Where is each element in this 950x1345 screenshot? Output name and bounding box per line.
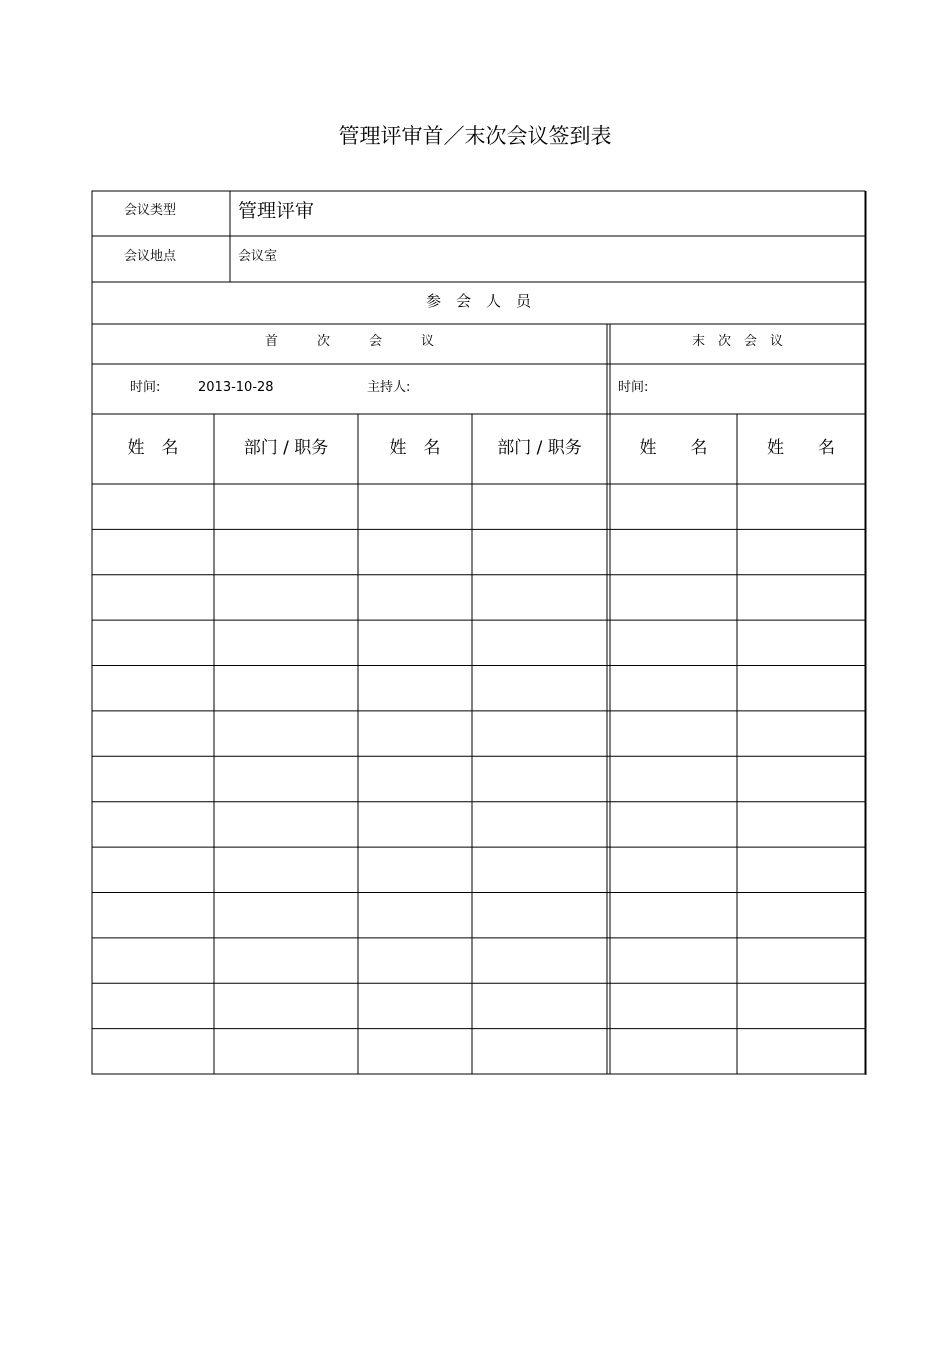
signature-cell[interactable] bbox=[473, 712, 606, 755]
signature-cell[interactable] bbox=[611, 984, 736, 1027]
signature-cell[interactable] bbox=[473, 803, 606, 846]
signature-cell[interactable] bbox=[611, 530, 736, 573]
signature-cell[interactable] bbox=[611, 803, 736, 846]
signature-cell[interactable] bbox=[738, 893, 864, 936]
signature-cell[interactable] bbox=[93, 893, 213, 936]
signature-cell[interactable] bbox=[359, 803, 471, 846]
signature-cell[interactable] bbox=[359, 1030, 471, 1073]
signature-cell[interactable] bbox=[473, 939, 606, 982]
signature-cell[interactable] bbox=[359, 984, 471, 1027]
signature-cell[interactable] bbox=[738, 848, 864, 891]
column-header-name-4: 姓 名 bbox=[767, 438, 835, 458]
signature-cell[interactable] bbox=[738, 667, 864, 710]
column-header-name-3: 姓 名 bbox=[639, 438, 708, 458]
signature-cell[interactable] bbox=[611, 621, 736, 664]
signature-cell[interactable] bbox=[738, 984, 864, 1027]
signature-cell[interactable] bbox=[215, 576, 357, 619]
signature-cell[interactable] bbox=[215, 712, 357, 755]
first-meeting-time-value: 2013-10-28 bbox=[198, 380, 274, 395]
signature-cell[interactable] bbox=[738, 757, 864, 800]
signature-cell[interactable] bbox=[215, 667, 357, 710]
signature-cell[interactable] bbox=[473, 485, 606, 528]
signature-cell[interactable] bbox=[473, 984, 606, 1027]
signature-cell[interactable] bbox=[473, 667, 606, 710]
column-header-dept-2: 部门 / 职务 bbox=[497, 438, 582, 458]
signature-cell[interactable] bbox=[611, 893, 736, 936]
signature-cell[interactable] bbox=[215, 485, 357, 528]
signature-cell[interactable] bbox=[473, 1030, 606, 1073]
signature-cell[interactable] bbox=[359, 712, 471, 755]
meeting-location-value: 会议室 bbox=[238, 249, 278, 264]
signature-cell[interactable] bbox=[215, 939, 357, 982]
signature-cell[interactable] bbox=[93, 1030, 213, 1073]
signature-cell[interactable] bbox=[611, 1030, 736, 1073]
signature-cell[interactable] bbox=[611, 712, 736, 755]
signature-cell[interactable] bbox=[738, 621, 864, 664]
meeting-type-value: 管理评审 bbox=[238, 200, 315, 222]
first-meeting-time-label: 时间: bbox=[130, 380, 161, 395]
signature-cell[interactable] bbox=[359, 576, 471, 619]
first-meeting-header: 首 次 会 议 bbox=[264, 334, 434, 349]
signature-cell[interactable] bbox=[473, 893, 606, 936]
signature-cell[interactable] bbox=[93, 939, 213, 982]
signature-cell[interactable] bbox=[611, 667, 736, 710]
signature-cell[interactable] bbox=[93, 848, 213, 891]
signature-cell[interactable] bbox=[359, 893, 471, 936]
signature-cell[interactable] bbox=[738, 939, 864, 982]
column-header-name-1: 姓 名 bbox=[127, 438, 179, 458]
signature-cell[interactable] bbox=[93, 803, 213, 846]
signature-cell[interactable] bbox=[359, 530, 471, 573]
signature-cell[interactable] bbox=[738, 485, 864, 528]
last-meeting-time-label: 时间: bbox=[618, 380, 649, 395]
signature-cell[interactable] bbox=[93, 530, 213, 573]
signature-cell[interactable] bbox=[93, 984, 213, 1027]
signature-cell[interactable] bbox=[93, 576, 213, 619]
signature-cell[interactable] bbox=[215, 530, 357, 573]
document-title: 管理评审首／末次会议签到表 bbox=[338, 124, 612, 148]
signature-cell[interactable] bbox=[359, 848, 471, 891]
signature-cell[interactable] bbox=[611, 757, 736, 800]
signature-cell[interactable] bbox=[359, 939, 471, 982]
signature-cell[interactable] bbox=[611, 939, 736, 982]
signature-cell[interactable] bbox=[215, 893, 357, 936]
signature-cell[interactable] bbox=[738, 712, 864, 755]
signature-cell[interactable] bbox=[611, 485, 736, 528]
signature-cell[interactable] bbox=[215, 848, 357, 891]
meeting-location-label: 会议地点 bbox=[124, 249, 177, 264]
column-header-name-2: 姓 名 bbox=[389, 438, 441, 458]
column-header-dept-1: 部门 / 职务 bbox=[243, 438, 329, 458]
signature-cell[interactable] bbox=[215, 1030, 357, 1073]
signature-cell[interactable] bbox=[93, 712, 213, 755]
signature-cell[interactable] bbox=[215, 984, 357, 1027]
last-meeting-header: 末 次 会 议 bbox=[691, 334, 783, 349]
signature-cell[interactable] bbox=[93, 757, 213, 800]
signature-cell[interactable] bbox=[215, 621, 357, 664]
signature-cell[interactable] bbox=[611, 576, 736, 619]
signature-cell[interactable] bbox=[359, 621, 471, 664]
signature-cell[interactable] bbox=[611, 848, 736, 891]
signature-cell[interactable] bbox=[473, 530, 606, 573]
signature-cell[interactable] bbox=[359, 485, 471, 528]
signature-cell[interactable] bbox=[93, 621, 213, 664]
signature-cell[interactable] bbox=[738, 803, 864, 846]
signature-cell[interactable] bbox=[473, 621, 606, 664]
signature-cell[interactable] bbox=[473, 757, 606, 800]
first-meeting-host-label: 主持人: bbox=[367, 380, 411, 395]
signature-cell[interactable] bbox=[93, 485, 213, 528]
signature-cell[interactable] bbox=[93, 667, 213, 710]
meeting-type-label: 会议类型 bbox=[124, 203, 177, 218]
signature-cell[interactable] bbox=[738, 1030, 864, 1073]
signature-cell[interactable] bbox=[215, 757, 357, 800]
attendees-header: 参 会 人 员 bbox=[425, 292, 531, 310]
signature-cell[interactable] bbox=[359, 757, 471, 800]
signature-cell[interactable] bbox=[215, 803, 357, 846]
signature-cell[interactable] bbox=[473, 576, 606, 619]
signature-cell[interactable] bbox=[359, 667, 471, 710]
signature-cell[interactable] bbox=[738, 576, 864, 619]
signature-cell[interactable] bbox=[738, 530, 864, 573]
signature-cell[interactable] bbox=[473, 848, 606, 891]
